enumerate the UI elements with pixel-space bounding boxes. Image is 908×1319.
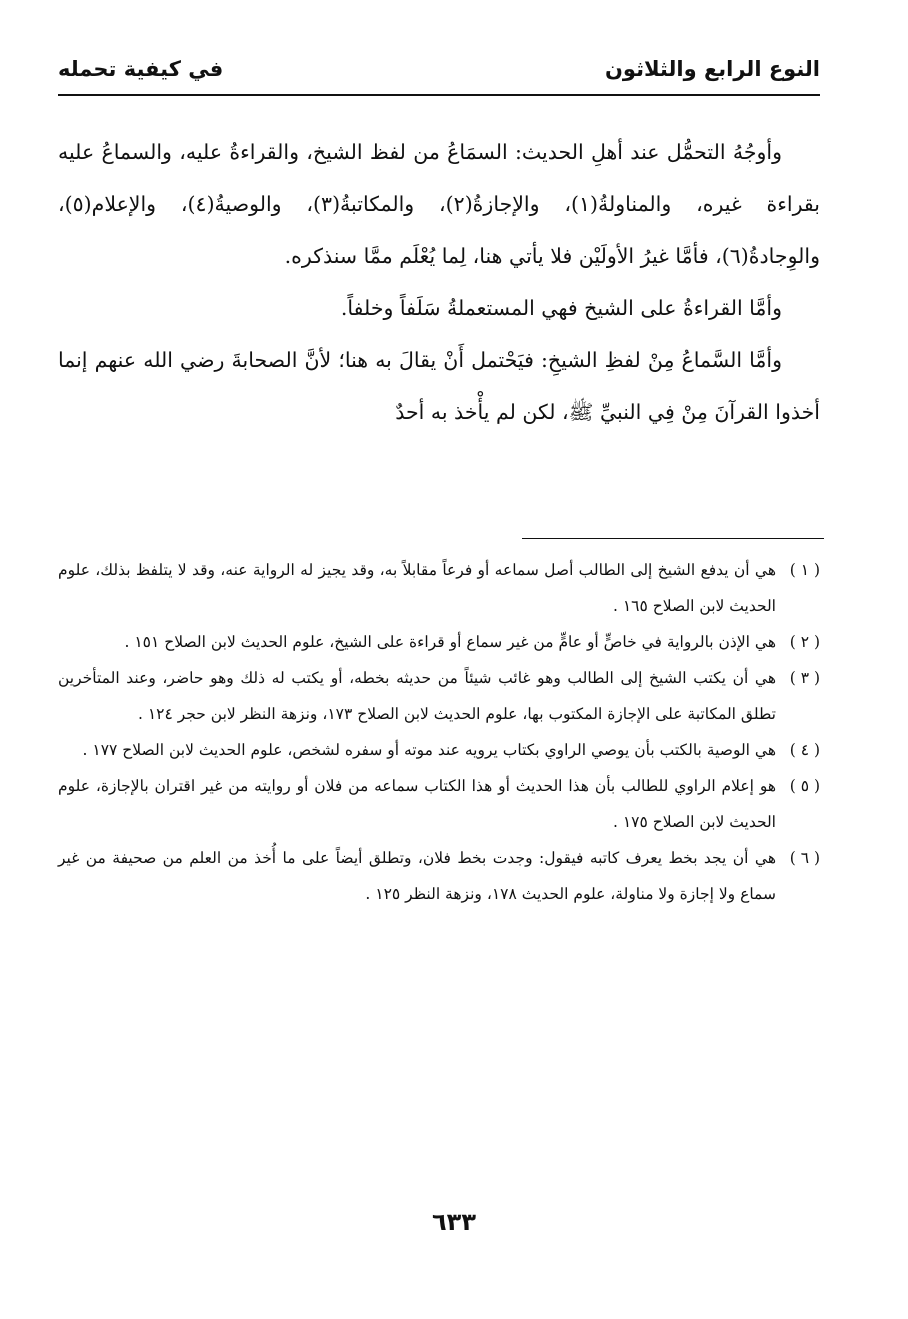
footnote-divider [522, 538, 824, 539]
footnote-text: هي الإذن بالرواية في خاصٍّ أو عامٍّ من غير سماع أو قراءة على الشيخ، علوم الحديث لابن الصلاح ١٥١ . [124, 633, 776, 651]
footnote [58, 660, 820, 732]
footnote-number: ( ٦ ) [789, 849, 820, 867]
footnote-text: هي أن يدفع الشيخ إلى الطالب أصل سماعه أو فرعاً مقابلاً به، وقد يجيز له الرواية عنه، وقد لا يتلفظ بذلك، علوم الحديث لابن الصلاح ١٦٥ . [58, 561, 776, 615]
footnote [58, 732, 820, 768]
chapter-title: النوع الرابع والثلاثون [605, 57, 820, 81]
footnote [58, 624, 820, 660]
paragraph: وأمَّا القراءةُ على الشيخ فهي المستعملةُ سَلَفاً وخلفاً. [340, 296, 782, 320]
footnote-number: ( ٣ ) [789, 669, 820, 687]
footnote-text: هي الوصية بالكتب بأن يوصي الراوي بكتاب يرويه عند موته أو سفره لشخص، علوم الحديث لابن الصلاح ١٧٧ . [82, 741, 776, 759]
footnote-text: هو إعلام الراوي للطالب بأن هذا الحديث أو هذا الكتاب سماعه من فلان أو روايته من غير اقتران بالإجازة، علوم الحديث لابن الصلاح ١٧٥ . [58, 777, 776, 831]
footnote-number: ( ٤ ) [789, 741, 820, 759]
footnote-number: ( ٥ ) [789, 777, 820, 795]
main-text [58, 126, 820, 438]
running-header [58, 44, 820, 96]
footnotes [58, 552, 820, 912]
footnote [58, 840, 820, 912]
paragraph: وأمَّا السَّماعُ مِنْ لفظِ الشيخِ: فيَحْتمل أَنْ يقالَ به هنا؛ لأنَّ الصحابةَ رضي الله عنهم إنما أخذوا القرآنَ مِنْ فِي النبيِّ ﷺ، لكن لم يأْخذ به أحدٌ [58, 348, 820, 424]
footnote-number: ( ١ ) [789, 561, 820, 579]
footnote-text: هي أن يكتب الشيخ إلى الطالب وهو غائب شيئاً من حديثه بخطه، أو يكتب له ذلك وهو حاضر، وعند المتأخرين تطلق المكاتبة على الإجازة المكتوب بها، علوم الحديث لابن الصلاح ١٧٣، ونزهة النظر لابن حجر ١٢٤ . [58, 669, 776, 723]
section-title: في كيفية تحمله [58, 57, 224, 81]
footnote [58, 552, 820, 624]
footnote-number: ( ٢ ) [789, 633, 820, 651]
page-number: ٦٣٣ [432, 1208, 476, 1236]
footnote [58, 768, 820, 840]
paragraph: وأوجُهُ التحمُّل عند أهلِ الحديث: السمَاعُ من لفظ الشيخ، والقراءةُ عليه، والسماعُ عليه بقراءة غيره، والمناولةُ(١)، والإجازةُ(٢)، والمكاتبةُ(٣)، والوصيةُ(٤)، والإعلام(٥)، والوِجادةُ(٦)، فأمَّا غيرُ الأولَيْن فلا يأتي هنا، لِما يُعْلَم ممَّا سنذكره. [58, 140, 820, 268]
footnote-text: هي أن يجد بخط يعرف كاتبه فيقول: وجدت بخط فلان، وتطلق أيضاً على ما أُخذ من العلم من صحيفة من غير سماع ولا إجازة ولا مناولة، علوم الحديث ١٧٨، ونزهة النظر ١٢٥ . [58, 849, 776, 903]
